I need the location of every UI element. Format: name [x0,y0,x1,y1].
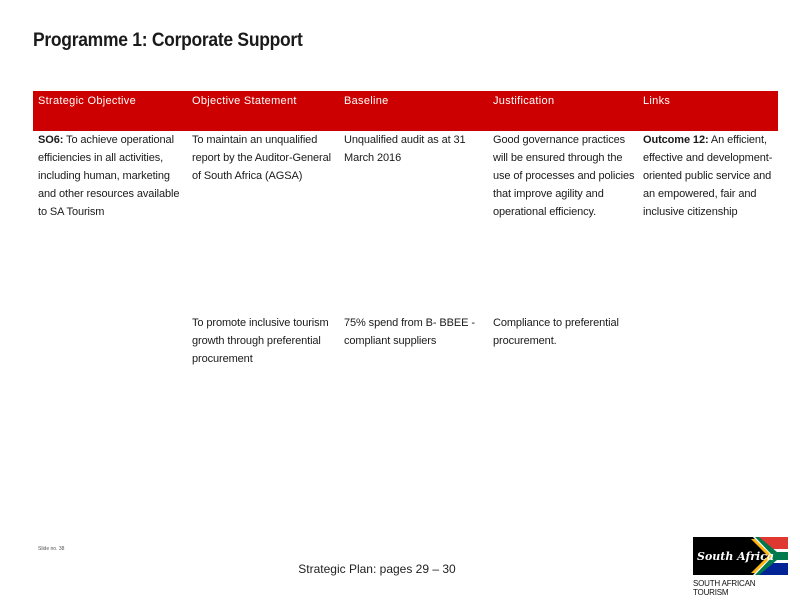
column-header-objective-statement: Objective Statement [192,95,297,107]
page-title: Programme 1: Corporate Support [33,30,303,51]
table-header-bar [33,91,778,131]
logo-script-text: South Africa [697,550,775,563]
objective-text: To achieve operational efficiencies in all activities, including human, marketing and other resources available to SA Tourism [38,134,180,218]
column-header-justification: Justification [493,95,555,107]
footer-reference: Strategic Plan: pages 29 – 30 [298,562,456,576]
column-header-strategic-objective: Strategic Objective [38,95,137,107]
baseline-cell: 75% spend from B- BBEE -compliant suppliers [344,317,475,347]
links-cell [643,131,778,221]
objective-statement-cell: To promote inclusive tourism growth through preferential procurement [192,317,329,365]
logo-caption: SOUTH AFRICAN TOURISM [693,579,756,597]
strategic-objective-cell [38,131,188,221]
column-header-links: Links [643,95,671,107]
objective-statement-cell: To maintain an unqualified report by the Auditor-General of South Africa (AGSA) [192,134,331,182]
justification-cell: Good governance practices will be ensured through the use of processes and policies that improve agility and operational efficiency. [493,134,635,218]
objective-code: SO6: [38,134,64,146]
baseline-cell: Unqualified audit as at 31 March 2016 [344,134,466,164]
column-header-baseline: Baseline [344,95,389,107]
slide-number: Slide no. 38 [38,546,65,552]
south-africa-logo-icon [693,537,788,575]
links-label: Outcome 12: [643,134,709,146]
links-text: An efficient, effective and development-oriented public service and an empowered, fair and inclusive citizenship [643,134,773,218]
justification-cell: Compliance to preferential procurement. [493,317,619,347]
